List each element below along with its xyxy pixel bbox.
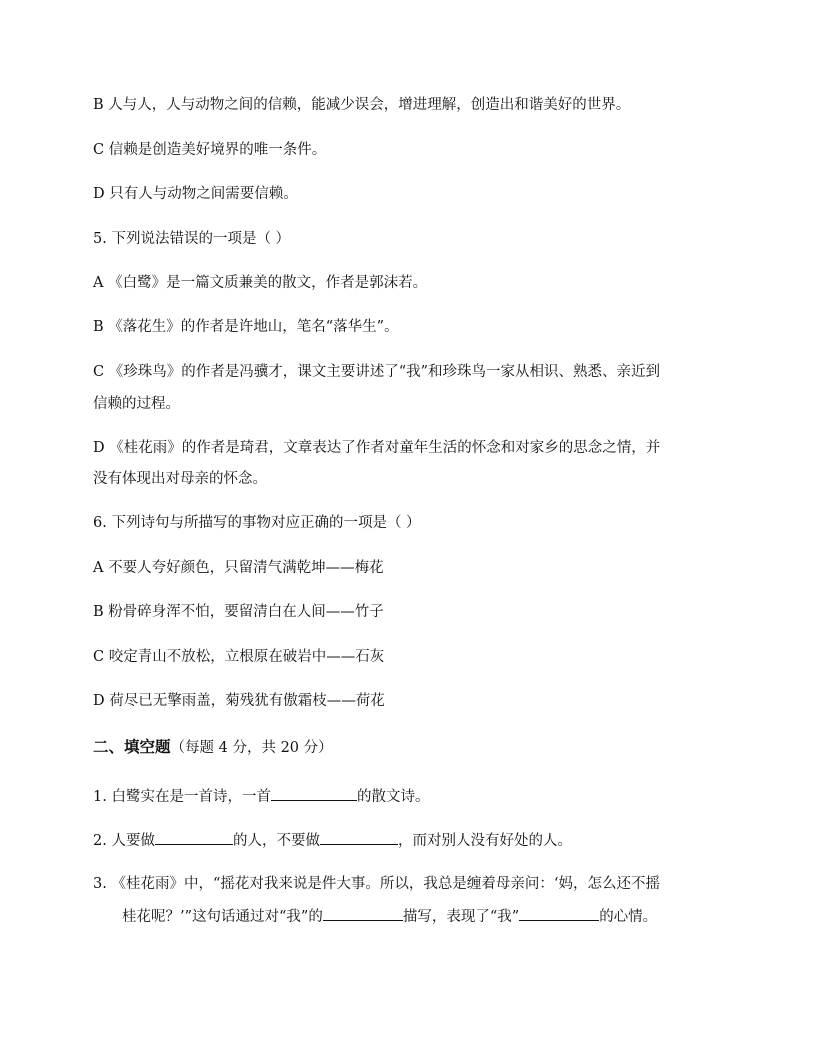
q5-option-d-line1: D 《桂花雨》的作者是琦君，文章表达了作者对童年生活的怀念和对家乡的思念之情，并 [93,440,661,456]
fill-q2-middle: 的人，不要做 [232,833,320,849]
fill-q2-blank-2[interactable] [320,830,398,845]
fill-q2-blank-1[interactable] [155,830,233,845]
fill-q3-line2-middle: 描写，表现了“我” [402,909,520,925]
q5-stem: 5. 下列说法错误的一项是（ ） [93,231,291,247]
q5-option-a: A 《白鹭》是一篇文质兼美的散文，作者是郭沫若。 [93,275,428,291]
section-two-title: 二、填空题 [93,737,171,756]
fill-q3-line2-after: 的心情。 [599,909,658,925]
fill-q1-blank[interactable] [271,786,357,801]
q5-option-b: B 《落花生》的作者是许地山，笔名“落华生”。 [93,319,399,335]
q4-option-c: C 信赖是创造美好境界的唯一条件。 [93,142,327,158]
q4-option-b: B 人与人，人与动物之间的信赖，能减少误会，增进理解，创造出和谐美好的世界。 [93,97,631,113]
fill-q2-before: 2. 人要做 [93,833,155,849]
section-two-note: （每题 4 分，共 20 分） [170,740,333,756]
q6-option-c: C 咬定青山不放松，立根原在破岩中——石灰 [93,649,385,665]
fill-q1-after: 的散文诗。 [356,789,430,805]
q5-option-d-line2: 没有体现出对母亲的怀念。 [93,471,267,487]
q4-option-d: D 只有人与动物之间需要信赖。 [93,186,298,202]
fill-q2-after: ，而对别人没有好处的人。 [397,833,572,849]
q6-option-b: B 粉骨碎身浑不怕，要留清白在人间——竹子 [93,604,384,620]
fill-q1 [93,786,429,807]
fill-q3-blank-1[interactable] [323,906,403,921]
fill-q1-before: 1. 白鹭实在是一首诗，一首 [93,789,271,805]
q6-option-a: A 不要人夸好颜色，只留清气满乾坤——梅花 [93,560,384,576]
fill-q3-line2-before: 桂花呢？’”这句话通过对“我”的 [122,909,323,925]
q6-option-d: D 荷尽已无擎雨盖，菊残犹有傲霜枝——荷花 [93,693,385,709]
fill-q2 [93,830,572,851]
q5-option-c-line2: 信赖的过程。 [93,396,180,412]
q5-option-c-line1: C 《珍珠鸟》的作者是冯骥才，课文主要讲述了“我”和珍珠鸟一家从相识、熟悉、亲近到 [93,364,661,380]
fill-q3-line2 [122,906,657,927]
q6-stem: 6. 下列诗句与所描写的事物对应正确的一项是（ ） [93,515,421,531]
section-two-heading [93,737,333,758]
fill-q3-line1: 3. 《桂花雨》中，“摇花对我来说是件大事。所以，我总是缠着母亲问：‘妈，怎么还不摇 [93,876,660,892]
fill-q3-blank-2[interactable] [519,906,599,921]
